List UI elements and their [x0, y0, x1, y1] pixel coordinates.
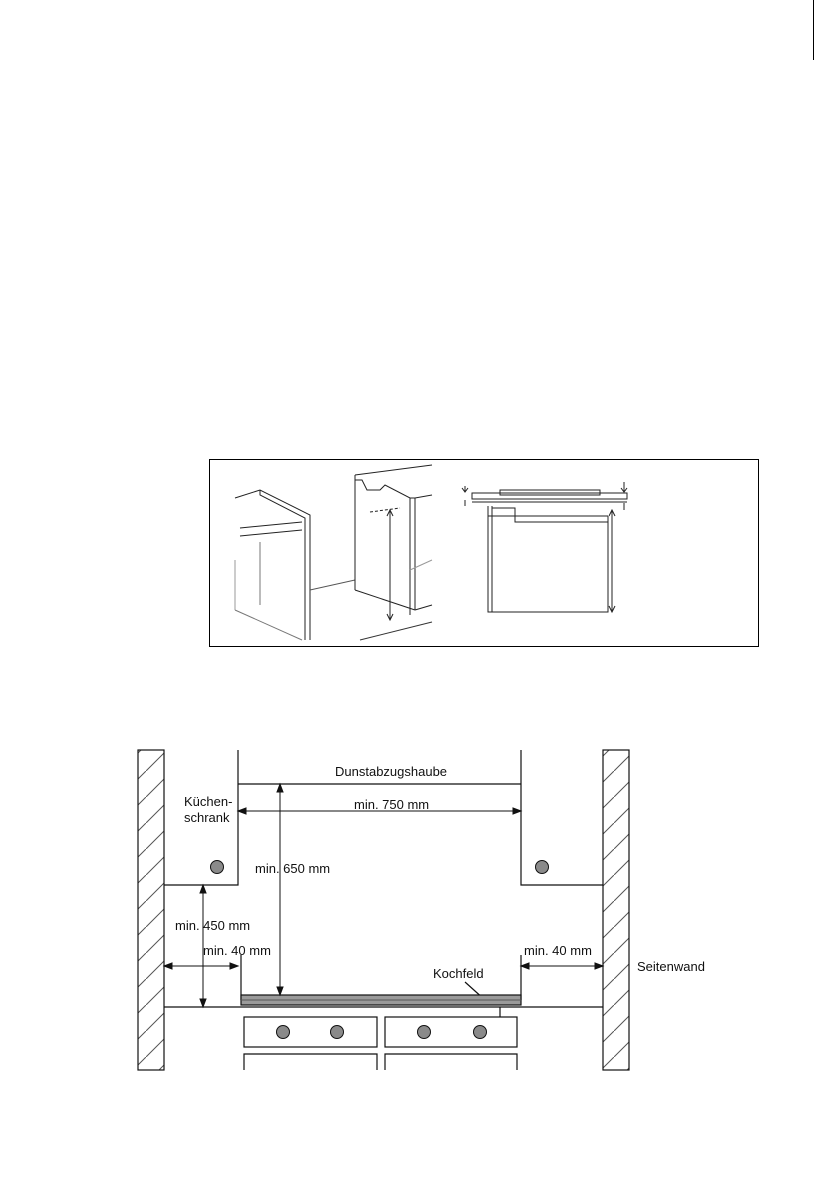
knob-icon — [536, 861, 549, 874]
right-side-wall — [603, 750, 629, 1070]
side-wall-label: Seitenwand — [637, 959, 705, 974]
knob-icon — [474, 1026, 487, 1039]
clearance-diagram — [120, 745, 720, 1075]
width-label: min. 750 mm — [354, 797, 430, 812]
hob-bar — [241, 995, 521, 1005]
installation-drawing — [210, 460, 758, 646]
right-side-label: min. 40 mm — [524, 943, 592, 958]
knob-icon — [331, 1026, 344, 1039]
left-cabinet-drawing — [235, 490, 355, 640]
right-cabinet-drawing — [355, 465, 432, 640]
drawer-front-left — [244, 1017, 377, 1047]
drawer-front-right — [385, 1017, 517, 1047]
height-dimension — [277, 784, 283, 995]
cabinet-label-line1: Küchen- — [184, 794, 233, 809]
height-label: min. 650 mm — [255, 861, 331, 876]
left-side-wall — [138, 750, 164, 1070]
hob-section-drawing — [462, 482, 627, 612]
left-side-dimension — [164, 963, 238, 969]
right-side-dimension — [521, 963, 603, 969]
hood-label: Dunstabzugshaube — [335, 764, 448, 779]
cabinet-label-line2: schrank — [184, 810, 230, 825]
installation-figure — [209, 459, 759, 647]
knob-icon — [211, 861, 224, 874]
knob-icon — [277, 1026, 290, 1039]
clearance-drawing — [120, 745, 720, 1075]
corner-crop-mark — [813, 0, 814, 60]
hob-label: Kochfeld — [433, 966, 484, 981]
left-side-label: min. 40 mm — [203, 943, 271, 958]
cabinet-gap-label: min. 450 mm — [175, 918, 251, 933]
right-wall-cabinet — [521, 750, 603, 885]
knob-icon — [418, 1026, 431, 1039]
